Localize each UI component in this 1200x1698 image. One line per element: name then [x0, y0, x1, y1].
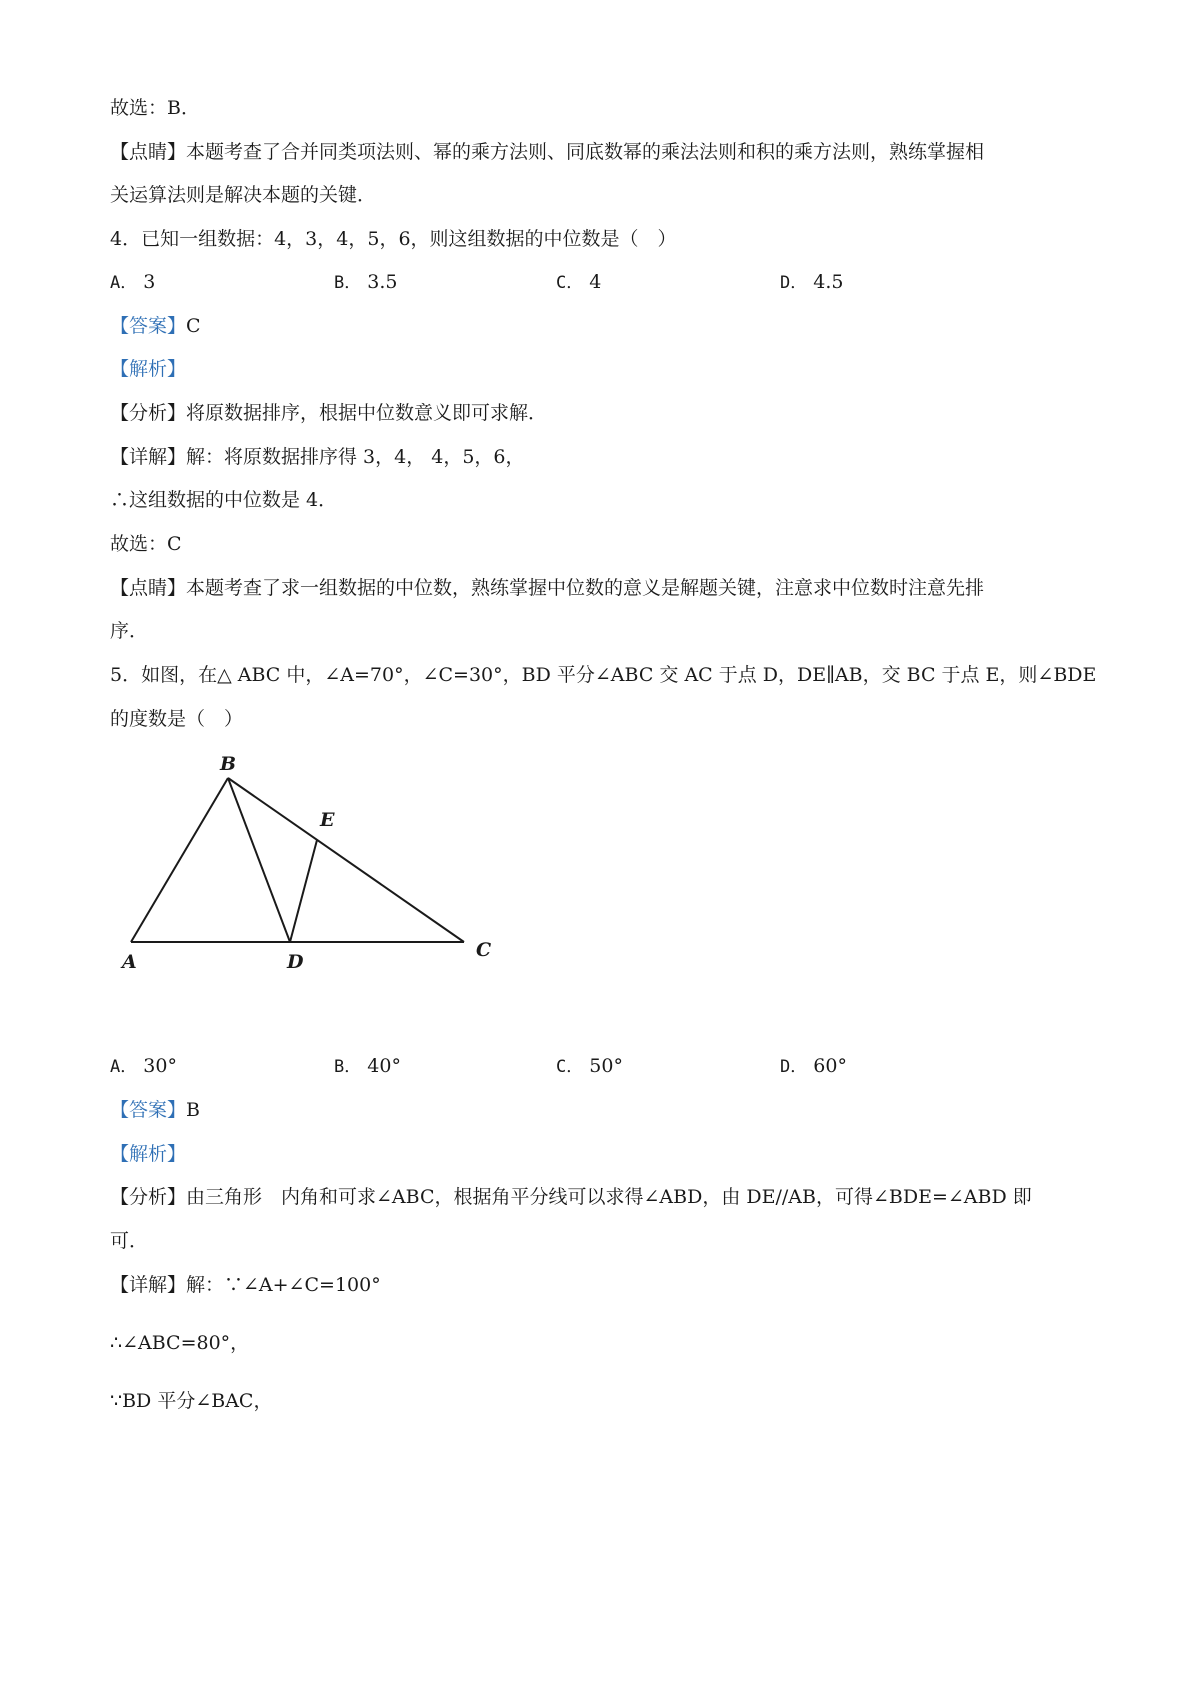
label-b: B: [220, 753, 237, 775]
question-4-stem: 4．已知一组数据：4，3，4，5，6，则这组数据的中位数是（ ）: [110, 228, 677, 250]
q4-conclusion: 故选：C: [110, 533, 182, 555]
label-a: A: [122, 951, 137, 973]
q4-option-a-value: 3: [143, 271, 156, 293]
segment-bd: [228, 778, 290, 942]
q5-option-c-value: 50°: [589, 1055, 623, 1077]
q4-detail: 【详解】解：将原数据排序得 3，4， 4，5，6，: [110, 446, 525, 468]
label-d: D: [287, 951, 304, 973]
q5-answer: [110, 1097, 200, 1123]
q5-option-c: [556, 1053, 623, 1080]
q5-option-d-letter: D．: [780, 1057, 808, 1077]
q5-jiexi-tag: 【解析】: [110, 1143, 187, 1165]
conclusion-q3: 故选：B．: [110, 97, 200, 119]
label-e: E: [320, 809, 335, 831]
q5-answer-value: B: [186, 1099, 200, 1121]
q4-analysis: 【分析】将原数据排序，根据中位数意义即可求解．: [110, 402, 548, 424]
label-c: C: [476, 939, 492, 961]
segment-bc: [228, 778, 464, 942]
q5-detail: 【详解】解：∵∠A+∠C=100°: [110, 1274, 381, 1296]
q4-answer-tag: 【答案】: [110, 315, 187, 337]
question-5-stem-line2: 的度数是（ ）: [110, 708, 244, 730]
q5-option-d-value: 60°: [813, 1055, 847, 1077]
q5-option-b-value: 40°: [367, 1055, 401, 1077]
q5-option-b-letter: B．: [334, 1057, 362, 1077]
q4-option-c-value: 4: [589, 271, 602, 293]
q4-option-c-letter: C．: [556, 273, 584, 293]
q5-step-3: ∵BD 平分∠BAC，: [110, 1390, 273, 1412]
q4-option-a-letter: A．: [110, 273, 138, 293]
segment-de: [290, 840, 317, 942]
q5-analysis-line1: 【分析】由三角形 内角和可求∠ABC，根据角平分线可以求得∠ABD，由 DE//AB，可得∠BDE=∠ABD 即: [110, 1186, 1032, 1208]
q5-option-a: [110, 1053, 177, 1080]
q5-analysis-line2: 可．: [110, 1230, 149, 1252]
segment-ab: [131, 778, 228, 942]
q5-option-a-letter: A．: [110, 1057, 138, 1077]
q5-answer-tag: 【答案】: [110, 1099, 187, 1121]
q5-option-c-letter: C．: [556, 1057, 584, 1077]
q4-jiexi-tag: 【解析】: [110, 358, 187, 380]
q5-option-a-value: 30°: [143, 1055, 177, 1077]
comment-q3-line1: 【点睛】本题考查了合并同类项法则、幂的乘方法则、同底数幂的乘法法则和积的乘方法则，熟练掌握相: [110, 141, 985, 163]
question-5-stem-line1: 5．如图，在△ ABC 中，∠A=70°，∠C=30°，BD 平分∠ABC 交 AC 于点 D，DE∥AB，交 BC 于点 E，则∠BDE: [110, 664, 1097, 686]
q4-comment-line2: 序．: [110, 620, 149, 642]
q5-option-b: [334, 1053, 401, 1080]
q4-option-d-value: 4.5: [813, 271, 844, 293]
q4-comment-line1: 【点睛】本题考查了求一组数据的中位数，熟练掌握中位数的意义是解题关键，注意求中位数时注意先排: [110, 577, 985, 599]
q4-therefore: ∴这组数据的中位数是 4．: [110, 489, 338, 511]
q4-option-b-letter: B．: [334, 273, 362, 293]
q4-option-d-letter: D．: [780, 273, 808, 293]
comment-q3-line2: 关运算法则是解决本题的关键．: [110, 184, 377, 206]
q4-option-b-value: 3.5: [367, 271, 398, 293]
q5-option-d: [780, 1053, 847, 1080]
q5-step-2: ∴∠ABC=80°，: [110, 1332, 250, 1354]
q4-answer-value: C: [186, 315, 201, 337]
